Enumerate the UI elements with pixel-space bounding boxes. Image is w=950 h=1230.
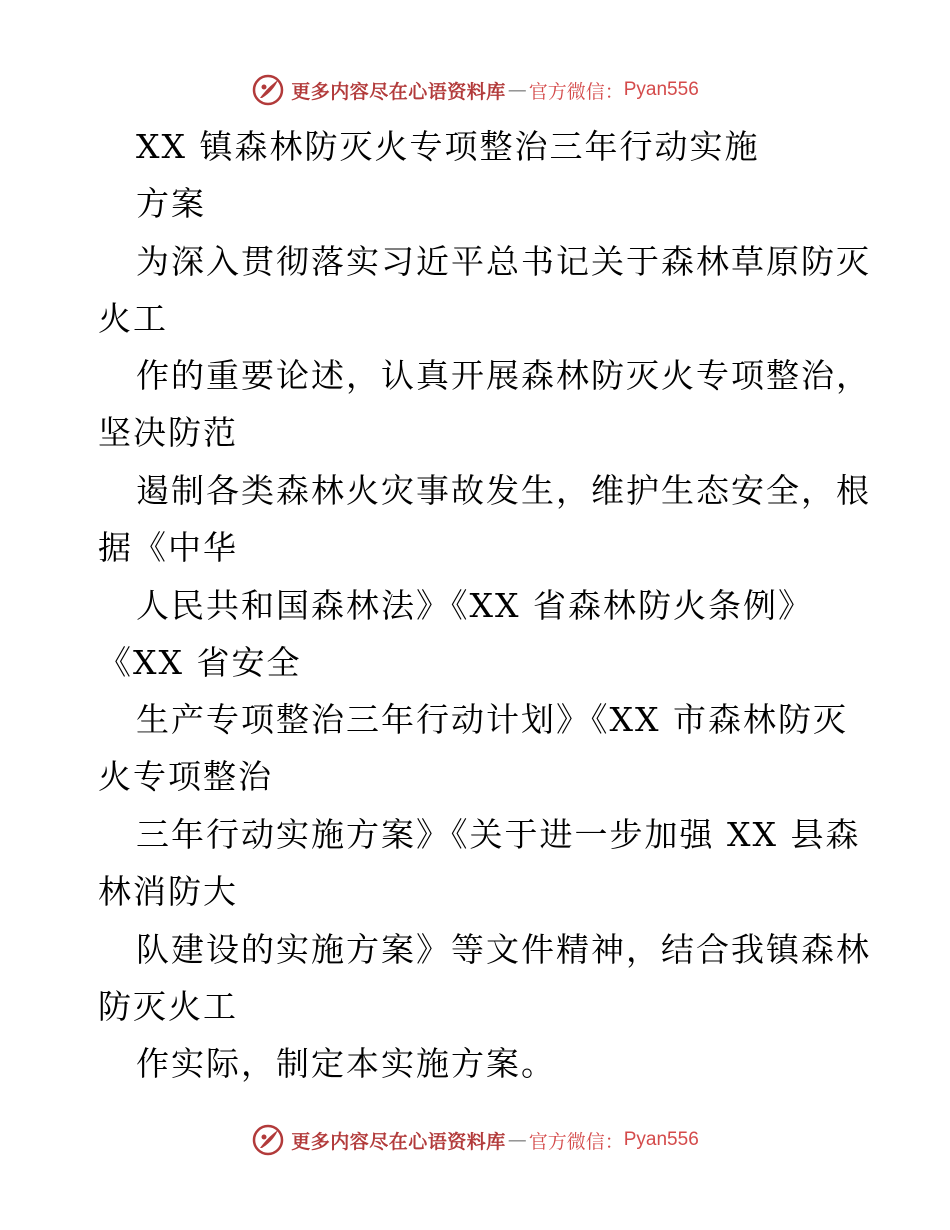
title-line-2: 方案 [136,184,206,223]
paragraph-line: 队建设的实施方案》等文件精神，结合我镇森林 [136,930,871,969]
paragraph-line: 为深入贯彻落实习近平总书记关于森林草原防灭 [136,242,871,281]
quill-pen-logo-icon [251,73,285,107]
watermark-separator: — [507,79,527,101]
watermark-text: 更多内容尽在心语资料库 [291,80,506,103]
paragraph-line: 据《中华 [98,528,238,567]
watermark-text: 更多内容尽在心语资料库 [291,1130,506,1153]
paragraph-line: 坚决防范 [98,413,238,452]
paragraph-line: 林消防大 [98,872,238,911]
paragraph-line: 三年行动实施方案》《关于进一步加强 XX 县森 [136,815,861,854]
paragraph-line: 人民共和国森林法》《XX 省森林防火条例》 [136,586,813,625]
paragraph-line: 遏制各类森林火灾事故发生，维护生态安全，根 [136,471,871,510]
watermark-banner-bottom [0,1120,950,1160]
watermark-separator: — [507,1129,527,1151]
quill-pen-logo-icon [251,1123,285,1157]
paragraph-line: 火工 [98,299,168,338]
watermark-official-label: 官方微信： [528,80,624,103]
paragraph-line: 防灭火工 [98,987,238,1026]
paragraph-line: 火专项整治 [98,757,273,796]
title-line-1: XX 镇森林防灭火专项整治三年行动实施 [136,127,760,166]
paragraph-line: 生产专项整治三年行动计划》《XX 市森林防灭 [136,700,848,739]
paragraph-line: 作的重要论述，认真开展森林防灭火专项整治， [136,356,871,395]
watermark-wechat-id: Pyan556 [623,79,699,100]
watermark-wechat-id: Pyan556 [623,1129,699,1150]
watermark-banner-top [0,70,950,110]
paragraph-line: 《XX 省安全 [98,643,302,682]
watermark-official-label: 官方微信： [528,1130,624,1153]
paragraph-line: 作实际，制定本实施方案。 [136,1044,556,1083]
